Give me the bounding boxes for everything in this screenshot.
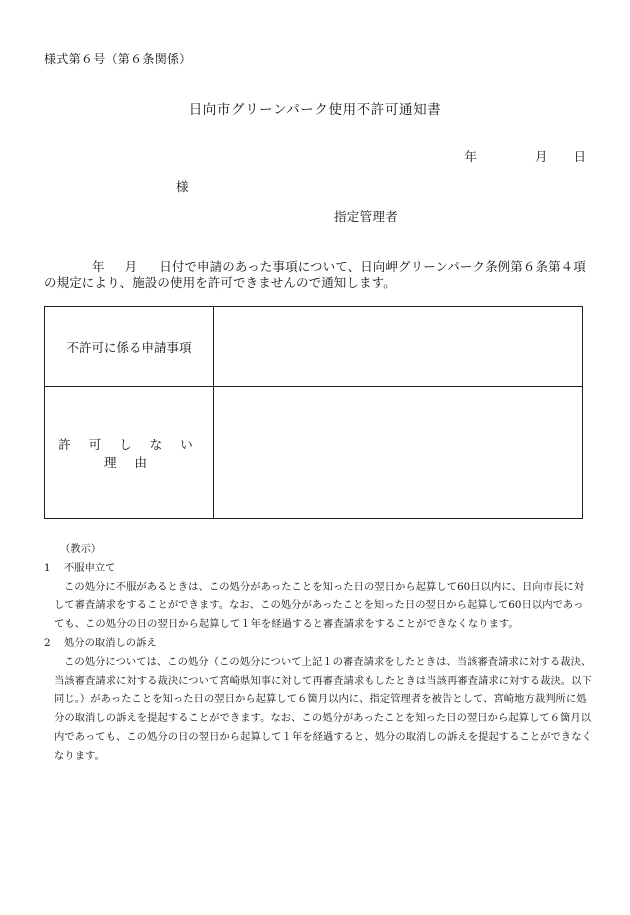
section-title: 不服申立て [64, 561, 116, 574]
form-number: 様式第６号（第６条関係） [44, 52, 192, 66]
notice-section [44, 634, 592, 766]
table-row [45, 387, 583, 519]
document-title: 日向市グリーンパーク使用不許可通知書 [188, 102, 442, 118]
appeal-notice [44, 540, 592, 766]
body-year: 年 [92, 259, 105, 274]
notice-section [44, 559, 592, 634]
section-text: この処分については、この処分（この処分について上記１の審査請求をしたときは、当該審査請求に対する裁決、当該審査請求に対する裁決について宮崎県知事に対して再審査請求もしたときは当該再審査請求に対する裁決。以下同じ。）があったことを知った日の翌日から起算して６箇月以内に、指定管理者を被告として、宮崎地方裁判所に処分の取消しの訴えを提起することができます。なお、この処分があったことを知った日の翌日から起算して６箇月以内であっても、この処分の日の翌日から起算して１年を経過すると、処分の取消しの訴えを提起することができなくなります。 [54, 655, 592, 762]
row-value-denial-reason [214, 387, 583, 519]
notification-body [44, 259, 588, 291]
table-row [45, 307, 583, 387]
date-month: 月 [534, 149, 548, 164]
row-label-denial-reason: 許 可 し な い 理 由 [45, 387, 214, 519]
sender-label: 指定管理者 [334, 209, 399, 224]
application-table [44, 306, 583, 519]
issue-date [464, 147, 586, 165]
addressee-honorific: 様 [176, 179, 189, 194]
section-number: 2 [44, 636, 51, 649]
body-text: 日付で申請のあった事項について、日向岬グリーンパーク条例第６条第４項の規定により、施設の使用を許可できませんので通知します。 [44, 259, 586, 290]
date-year: 年 [464, 149, 477, 164]
row-label-application-items: 不許可に係る申請事項 [45, 307, 214, 387]
section-text: この処分に不服があるときは、この処分があったことを知った日の翌日から起算して60日以内に、日向市長に対して審査請求をすることができます。なお、この処分があったことを知った日の翌日から起算して60日以内であっても、この処分の日の翌日から起算して１年を経過すると審査請求をすることができなくなります。 [54, 580, 585, 631]
body-month: 月 [124, 259, 138, 274]
section-number: 1 [44, 561, 51, 574]
row-value-application-items [214, 307, 583, 387]
notice-heading: （教示） [60, 543, 102, 555]
date-day: 日 [573, 149, 586, 164]
section-title: 処分の取消しの訴え [64, 636, 157, 649]
